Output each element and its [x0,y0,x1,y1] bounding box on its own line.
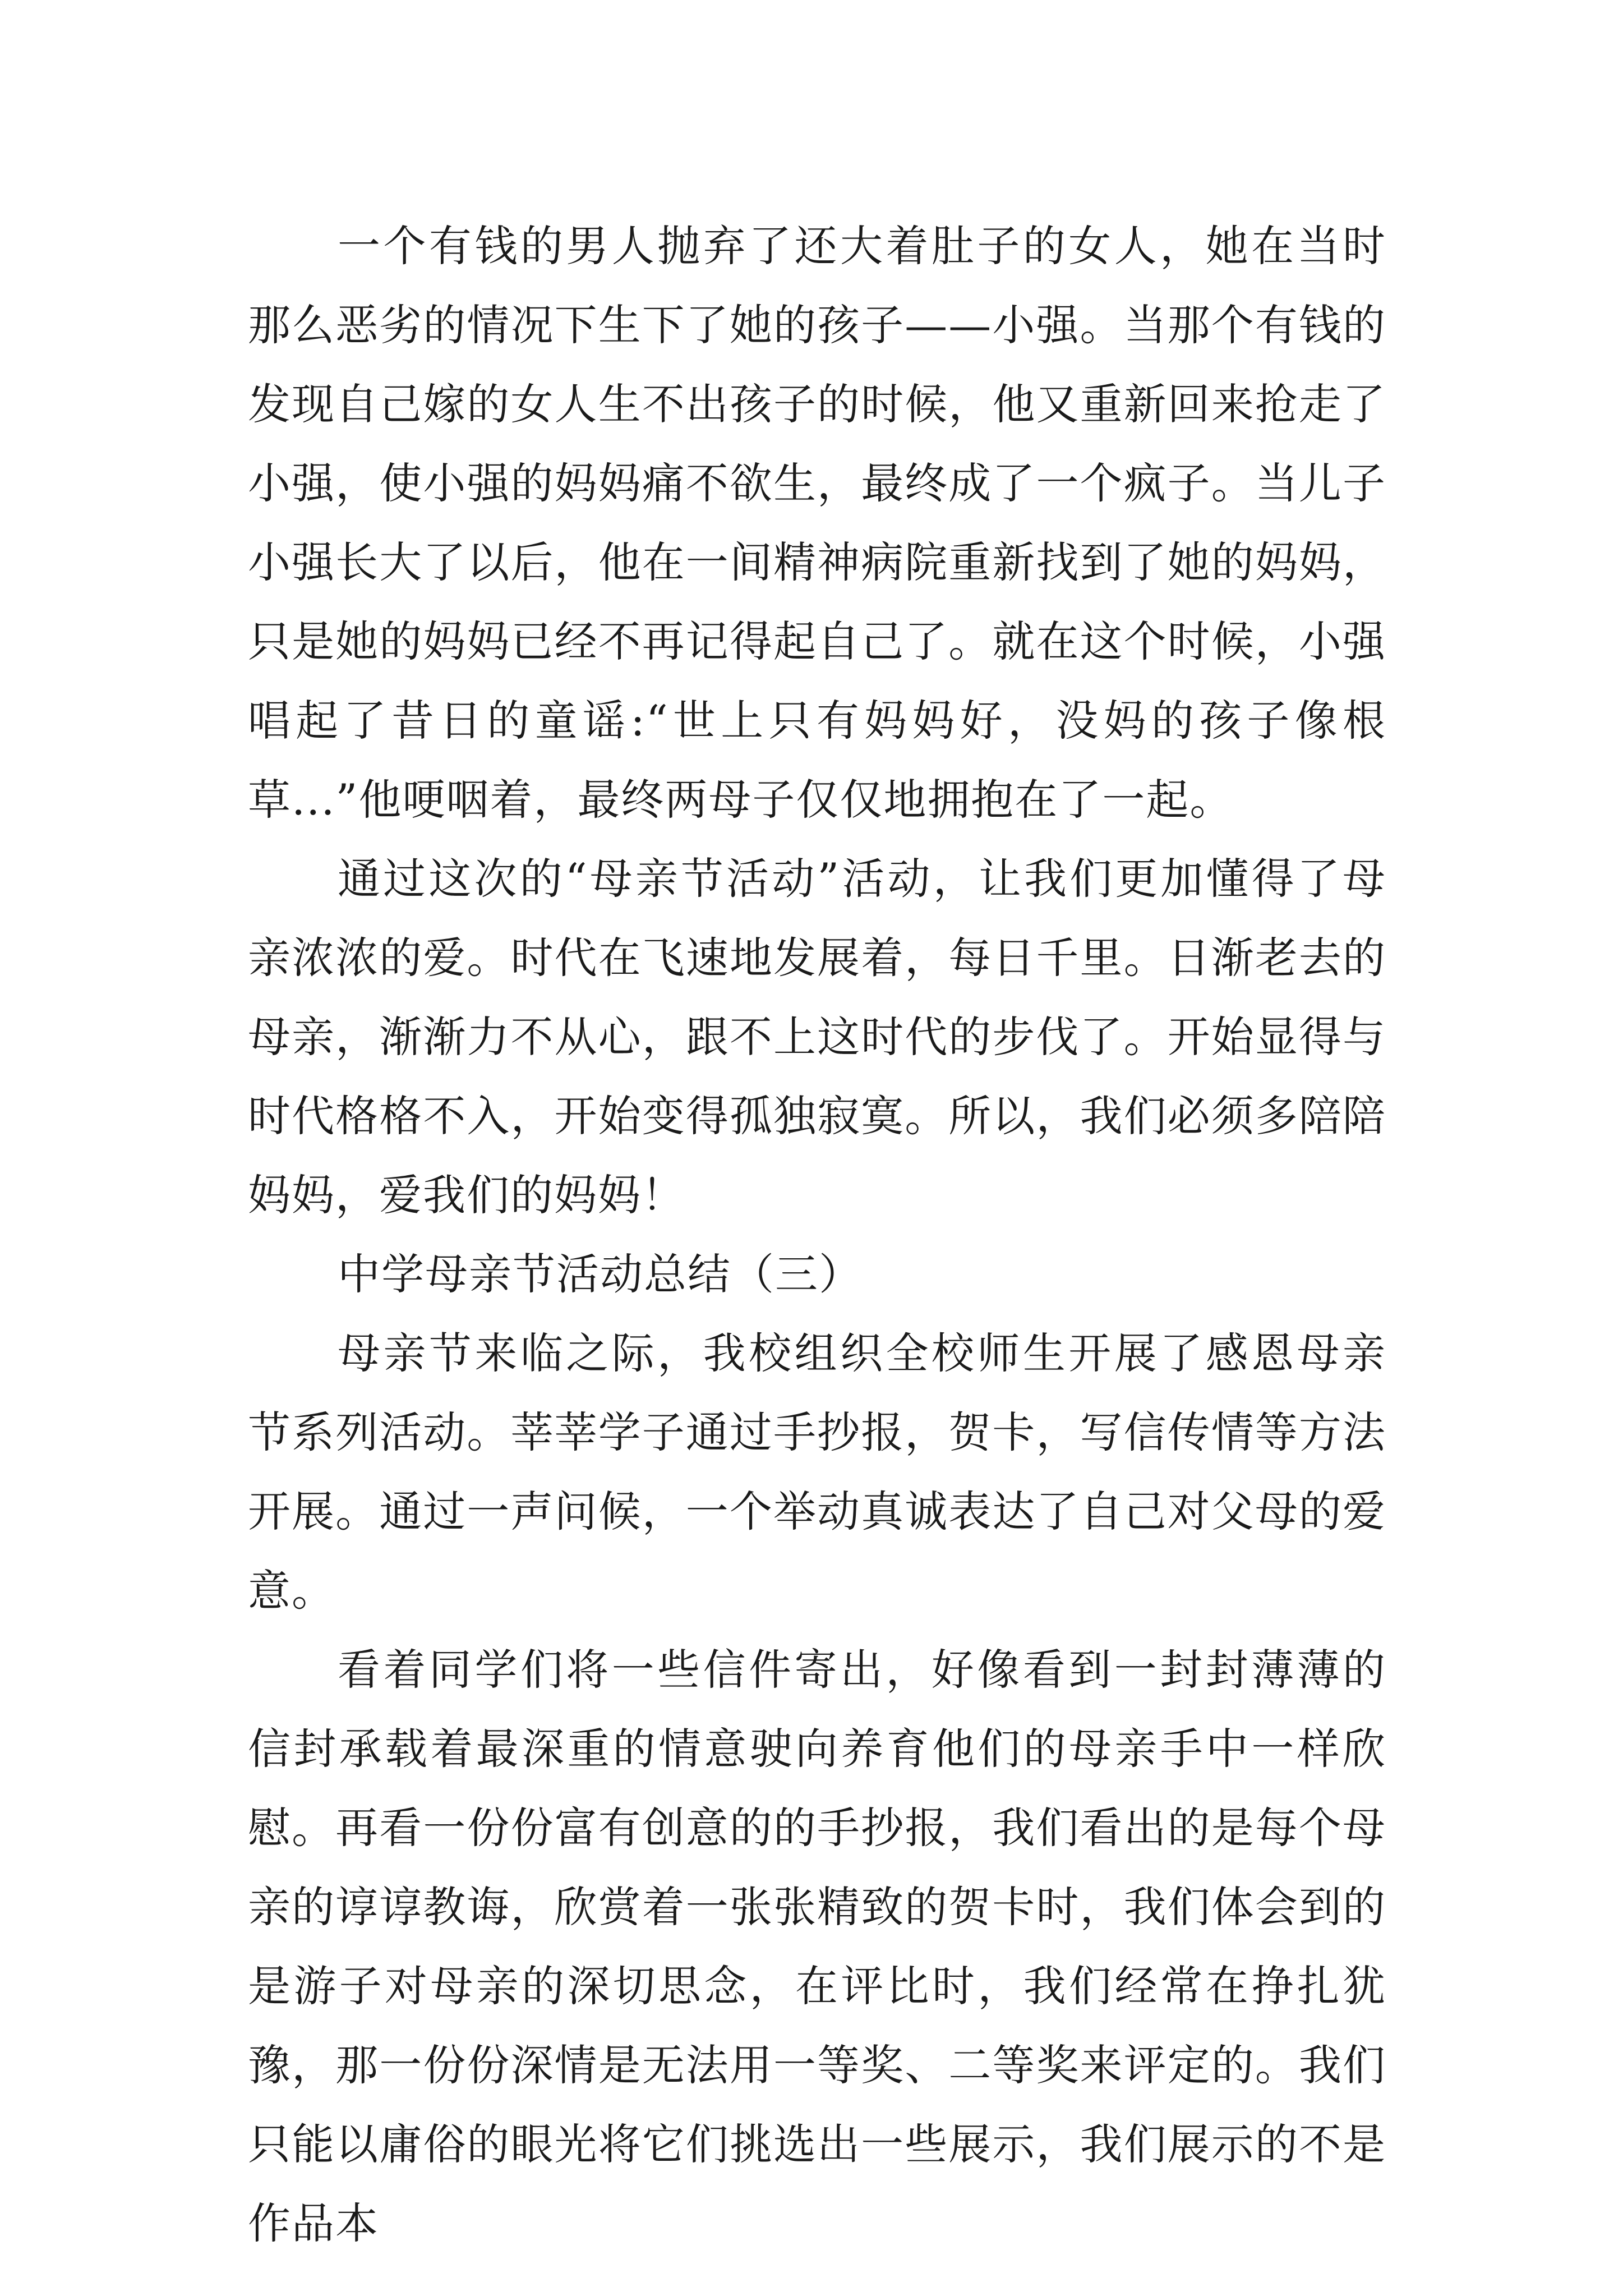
paragraph-activities: 母亲节来临之际，我校组织全校师生开展了感恩母亲节系列活动。莘莘学子通过手抄报，贺卡，写信传情等方法开展。通过一声问候，一个举动真诚表达了自己对父母的爱意。 [248,1328,1386,1616]
paragraph-letters: 看着同学们将一些信件寄出，好像看到一封封薄薄的信封承载着最深重的情意驶向养育他们的母亲手中一样欣慰。再看一份份富有创意的的手抄报，我们看出的是每个母亲的谆谆教诲，欣赏着一张张精致的贺卡时，我们体会到的是游子对母亲的深切思念，在评比时，我们经常在挣扎犹豫，那一份份深情是无法用一等奖、二等奖来评定的。我们只能以庸俗的眼光将它们挑选出一些展示，我们展示的不是作品本 [248,1645,1386,2248]
document-body [248,206,1386,2263]
paragraph-reflection: 通过这次的“母亲节活动”活动，让我们更加懂得了母亲浓浓的爱。时代在飞速地发展着，每日千里。日渐老去的母亲，渐渐力不从心，跟不上这时代的步伐了。开始显得与时代格格不入，开始变得孤独寂寞。所以，我们必须多陪陪妈妈，爱我们的妈妈！ [248,854,1386,1220]
paragraph-story: 一个有钱的男人抛弃了还大着肚子的女人，她在当时那么恶劣的情况下生下了她的孩子——小强。当那个有钱的发现自己嫁的女人生不出孩子的时候，他又重新回来抢走了小强，使小强的妈妈痛不欲生，最终成了一个疯子。当儿子小强长大了以后，他在一间精神病院重新找到了她的妈妈，只是她的妈妈已经不再记得起自己了。就在这个时候，小强唱起了昔日的童谣:“世上只有妈妈好，没妈的孩子像根草...”他哽咽着，最终两母子仅仅地拥抱在了一起。 [248,221,1386,825]
section-heading: 中学母亲节活动总结（三） [338,1249,863,1299]
